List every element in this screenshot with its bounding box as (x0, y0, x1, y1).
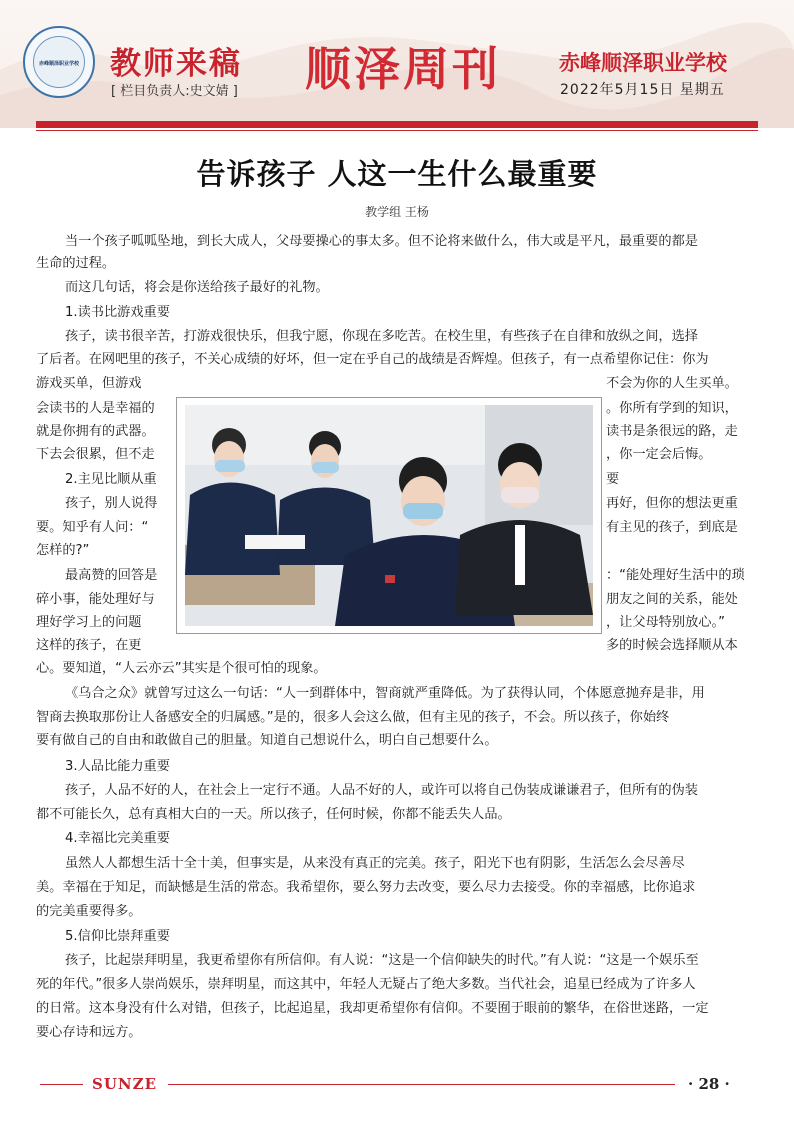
body-line: 朋友之间的关系，能处 (606, 592, 738, 607)
body-line: 多的时候会选择顺从本 (606, 638, 738, 653)
body-line: 当一个孩子呱呱坠地，到长大成人，父母要操心的事太多。但不论将来做什么，伟大或是平凡，最重要的都是 (65, 234, 698, 249)
section-heading-cont: 要 (606, 472, 620, 487)
body-line: 虽然人人都想生活十全十美，但事实是，从来没有真正的完美。孩子，阳光下也有阴影，生活怎么会尽善尽 (65, 856, 685, 871)
body-line: 怎样的?” (36, 543, 90, 558)
body-line: 美。幸福在于知足，而缺憾是生活的常态。我希望你，要么努力去改变，要么尽力去接受。你的幸福感，比你追求 (36, 880, 696, 895)
section-heading: 2.主见比顺从重 (65, 472, 157, 487)
classroom-photo (185, 405, 593, 626)
footer-rule (168, 1084, 675, 1085)
school-logo (23, 26, 95, 98)
body-line: 下去会很累，但不走 (36, 447, 155, 462)
body-line: 死的年代。”很多人崇尚娱乐，崇拜明星，而这其中，年轻人无疑占了绝大多数。当代社会，追星已经成为了许多人 (36, 977, 696, 992)
body-line: 孩子，别人说得 (65, 496, 158, 511)
body-line: 游戏买单，但游戏 (36, 376, 142, 391)
body-line: 读书是条很远的路，走 (606, 424, 738, 439)
article-author: 教学组 王杨 (365, 205, 429, 219)
section-heading: 4.幸福比完美重要 (65, 831, 170, 846)
body-line: 要有做自己的自由和敢做自己的胆量。知道自己想说什么，明白自己想要什么。 (36, 733, 498, 748)
header-rule (36, 121, 758, 128)
body-line: 孩子，读书很辛苦，打游戏很快乐，但我宁愿，你现在多吃苦。在校生里，有些孩子在自律和放纵之间，选择 (65, 329, 698, 344)
footer-brand: SUNZE (92, 1075, 158, 1093)
body-line: ，你一定会后悔。 (606, 447, 712, 462)
magazine-title: 顺泽周刊 (305, 42, 501, 96)
header-rule-thin (36, 130, 758, 131)
body-line: 这样的孩子，在更 (36, 638, 142, 653)
body-line: ：“能处理好生活中的琐 (606, 568, 745, 583)
article-photo-frame (176, 397, 602, 634)
body-line: ，让父母特别放心。” (606, 615, 725, 630)
body-line: 的完美重要得多。 (36, 904, 142, 919)
footer-rule-left (40, 1084, 83, 1085)
body-line: 再好，但你的想法更重 (606, 496, 738, 511)
body-line: 会读书的人是幸福的 (36, 401, 155, 416)
body-line: 。你所有学到的知识， (606, 401, 738, 416)
classroom-photo-illustration (185, 405, 593, 626)
issue-date: 2022年5月15日 星期五 (560, 82, 725, 98)
body-line: 心。要知道，“人云亦云”其实是个很可怕的现象。 (36, 661, 327, 676)
body-line: 的日常。这本身没有什么对错，但孩子，比起追星，我却更希望你有信仰。不要囿于眼前的繁华，在俗世迷路，一定 (36, 1001, 709, 1016)
body-line: 了后者。在网吧里的孩子，不关心成绩的好坏，但一定在乎自己的战绩是否辉煌。但孩子，有一点希望你记住：你为 (36, 352, 709, 367)
body-line: 孩子，比起崇拜明星，我更希望你有所信仰。有人说：“这是一个信仰缺失的时代。”有人说：“这是一个娱乐至 (65, 953, 699, 968)
body-line: 都不可能长久，总有真相大白的一天。所以孩子，任何时候，你都不能丢失人品。 (36, 807, 511, 822)
section-heading: 3.人品比能力重要 (65, 759, 170, 774)
body-line: 智商去换取那份让人备感安全的归属感。”是的，很多人会这么做，但有主见的孩子，不会。所以孩子，你始终 (36, 710, 670, 725)
column-title: 教师来稿 (110, 46, 242, 82)
column-owner: [ 栏目负责人:史文婧 ] (111, 84, 238, 99)
body-line: 生命的过程。 (36, 256, 116, 271)
body-line: 要心存诗和远方。 (36, 1025, 142, 1040)
body-line: 孩子，人品不好的人，在社会上一定行不通。人品不好的人，或许可以将自己伪装成谦谦君子，但所有的伪装 (65, 783, 698, 798)
body-line: 最高赞的回答是 (65, 568, 158, 583)
section-heading: 5.信仰比崇拜重要 (65, 929, 170, 944)
body-line: 而这几句话，将会是你送给孩子最好的礼物。 (65, 280, 329, 295)
school-name: 赤峰顺泽职业学校 (559, 51, 727, 75)
body-line: 要。知乎有人问：“ (36, 520, 149, 535)
body-line: 有主见的孩子，到底是 (606, 520, 738, 535)
body-line: 就是你拥有的武器。 (36, 424, 155, 439)
logo-text: 赤峰顺泽职业学校 (38, 61, 79, 67)
body-line: 碎小事，能处理好与 (36, 592, 155, 607)
article-title: 告诉孩子 人这一生什么最重要 (196, 157, 598, 191)
body-line: 《乌合之众》就曾写过这么一句话：“人一到群体中，智商就严重降低。为了获得认同，个体愿意抛弃是非，用 (65, 686, 705, 701)
page-number: · 28 · (688, 1075, 730, 1093)
section-heading: 1.读书比游戏重要 (65, 305, 170, 320)
body-line: 理好学习上的问题 (36, 615, 142, 630)
body-line: 不会为你的人生买单。 (606, 376, 738, 391)
